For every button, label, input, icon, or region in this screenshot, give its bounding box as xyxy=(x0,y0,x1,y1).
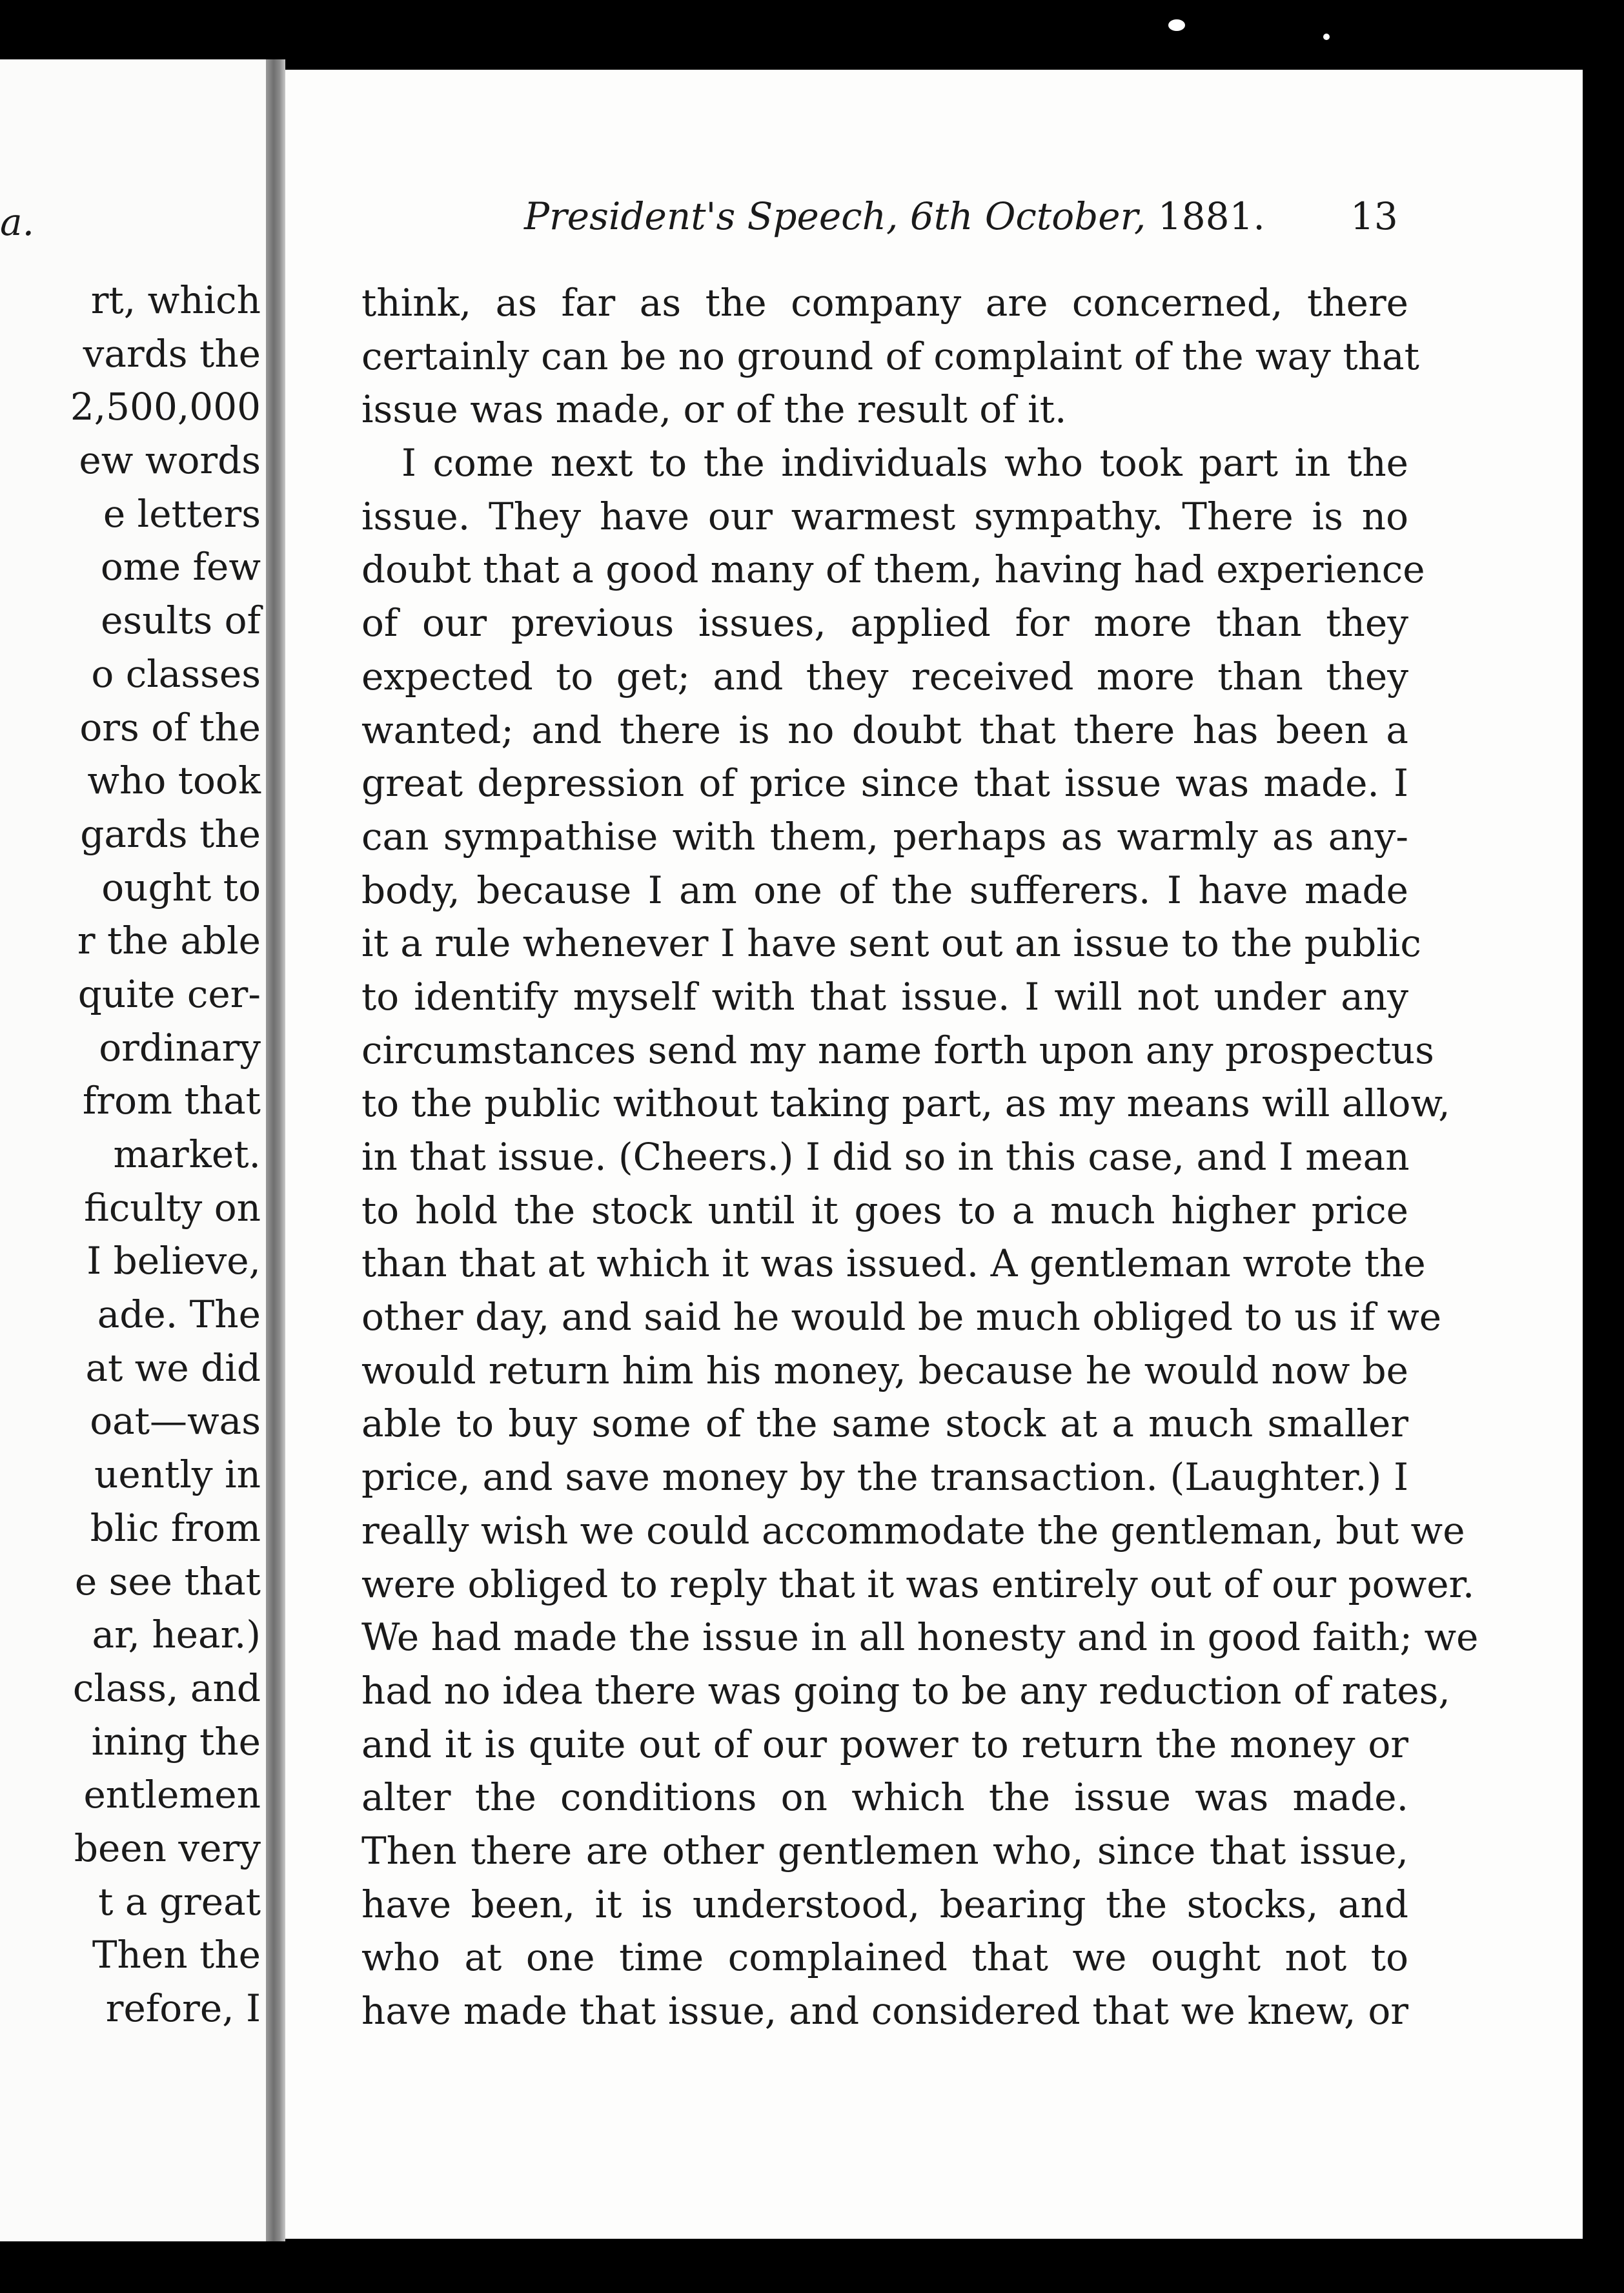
body-line: and it is quite out of our power to return the money or xyxy=(361,1722,1408,1766)
body-line: it a rule whenever I have sent out an issue to the public xyxy=(361,921,1421,966)
body-line: I come next to the individuals who took part in the xyxy=(401,441,1408,485)
body-line: have made that issue, and considered that we knew, or xyxy=(361,1989,1408,2033)
left-page-line: been very xyxy=(74,1826,261,1870)
left-page-line: market. xyxy=(113,1132,261,1176)
body-line: can sympathise with them, perhaps as warmly as any- xyxy=(361,814,1408,859)
body-line: had no idea there was going to be any reduction of rates, xyxy=(361,1668,1450,1713)
body-line: who at one time complained that we ought not to xyxy=(361,1935,1408,1980)
left-page-line: ordinary xyxy=(99,1025,261,1070)
left-page-line: ew words xyxy=(79,438,261,483)
body-line: We had made the issue in all honesty and in good faith; we xyxy=(361,1615,1479,1660)
body-line: really wish we could accommodate the gentleman, but we xyxy=(361,1508,1465,1553)
body-line: were obliged to reply that it was entirely out of our power. xyxy=(361,1562,1475,1606)
body-line: wanted; and there is no doubt that there has been a xyxy=(361,708,1408,752)
body-line: circumstances send my name forth upon any prospectus xyxy=(361,1028,1434,1072)
left-page-text xyxy=(70,274,261,2035)
body-line: other day, and said he would be much obliged to us if we xyxy=(361,1295,1442,1340)
body-line: would return him his money, because he would now be xyxy=(361,1348,1408,1392)
left-page-line: ade. The xyxy=(97,1292,261,1337)
body-line: in that issue. (Cheers.) I did so in this case, and I mean xyxy=(361,1135,1410,1179)
running-head-year: 1881. xyxy=(1146,194,1265,238)
body-line: able to buy some of the same stock at a much smaller xyxy=(361,1401,1408,1446)
left-page-line: ar, hear.) xyxy=(92,1613,261,1657)
left-page-header-fragment: a. xyxy=(0,200,35,244)
left-page-line: I believe, xyxy=(86,1239,261,1283)
book-gutter xyxy=(266,59,285,2241)
body-line: expected to get; and they received more than they xyxy=(361,654,1408,698)
left-page-line: e letters xyxy=(103,491,261,536)
left-page-line: rt, which xyxy=(90,278,261,322)
body-line: issue. They have our warmest sympathy. There is no xyxy=(361,494,1408,538)
left-page-line: 2,500,000 xyxy=(70,385,261,429)
running-head-title: President's Speech, 6th October, xyxy=(524,194,1146,238)
body-line: to hold the stock until it goes to a much higher price xyxy=(361,1188,1408,1232)
left-page-line: from that xyxy=(82,1079,261,1123)
left-page-line: vards the xyxy=(83,331,261,376)
body-line: think, as far as the company are concerned, there xyxy=(361,281,1408,325)
left-page-line: esults of xyxy=(101,598,261,643)
right-page xyxy=(285,70,1583,2239)
body-line: Then there are other gentlemen who, since that issue, xyxy=(361,1828,1408,1873)
left-page-line: oat—was xyxy=(90,1399,261,1443)
left-page-line: refore, I xyxy=(105,1986,261,2030)
left-page-line: r the able xyxy=(77,919,261,963)
body-line: have been, it is understood, bearing the stocks, and xyxy=(361,1882,1408,1926)
left-page-line: t a great xyxy=(98,1879,261,1924)
left-page-line: entlemen xyxy=(83,1773,261,1817)
left-page-line: e see that xyxy=(74,1559,261,1604)
left-facing-page xyxy=(0,59,266,2241)
body-line: doubt that a good many of them, having had experience xyxy=(361,547,1425,592)
body-text xyxy=(361,276,1479,2038)
body-line: certainly can be no ground of complaint of the way that xyxy=(361,334,1419,378)
left-page-line: uently in xyxy=(94,1452,261,1497)
page-number: 13 xyxy=(1350,194,1398,238)
left-page-line: ficulty on xyxy=(84,1185,261,1230)
body-line: to identify myself with that issue. I will not under any xyxy=(361,974,1408,1019)
body-line: of our previous issues, applied for more than they xyxy=(361,601,1408,646)
body-line: great depression of price since that issue was made. I xyxy=(361,761,1408,806)
left-page-line: ining the xyxy=(91,1719,261,1764)
body-line: body, because I am one of the sufferers. I have made xyxy=(361,868,1408,912)
left-page-line: at we did xyxy=(85,1345,261,1390)
left-page-line: ome few xyxy=(100,545,261,589)
left-page-line: quite cer- xyxy=(77,972,261,1016)
page-header xyxy=(285,194,1408,246)
running-head xyxy=(524,194,1265,238)
body-line: alter the conditions on which the issue was made. xyxy=(361,1775,1408,1820)
left-page-line: who took xyxy=(87,759,261,803)
body-line: to the public without taking part, as my means will allow, xyxy=(361,1081,1450,1126)
left-page-line: ors of the xyxy=(79,705,261,749)
left-page-line: blic from xyxy=(90,1505,261,1550)
left-page-line: Then the xyxy=(92,1933,261,1977)
body-line: price, and save money by the transaction. (Laughter.) I xyxy=(361,1455,1408,1500)
left-page-line: class, and xyxy=(72,1666,261,1710)
scan-speck xyxy=(1323,34,1330,40)
scan-speck xyxy=(1168,19,1185,31)
left-page-line: o classes xyxy=(91,651,261,696)
left-page-line: gards the xyxy=(80,811,261,856)
left-page-line: ought to xyxy=(101,865,261,910)
body-line: issue was made, or of the result of it. xyxy=(361,387,1067,432)
body-line: than that at which it was issued. A gentleman wrote the xyxy=(361,1241,1426,1286)
